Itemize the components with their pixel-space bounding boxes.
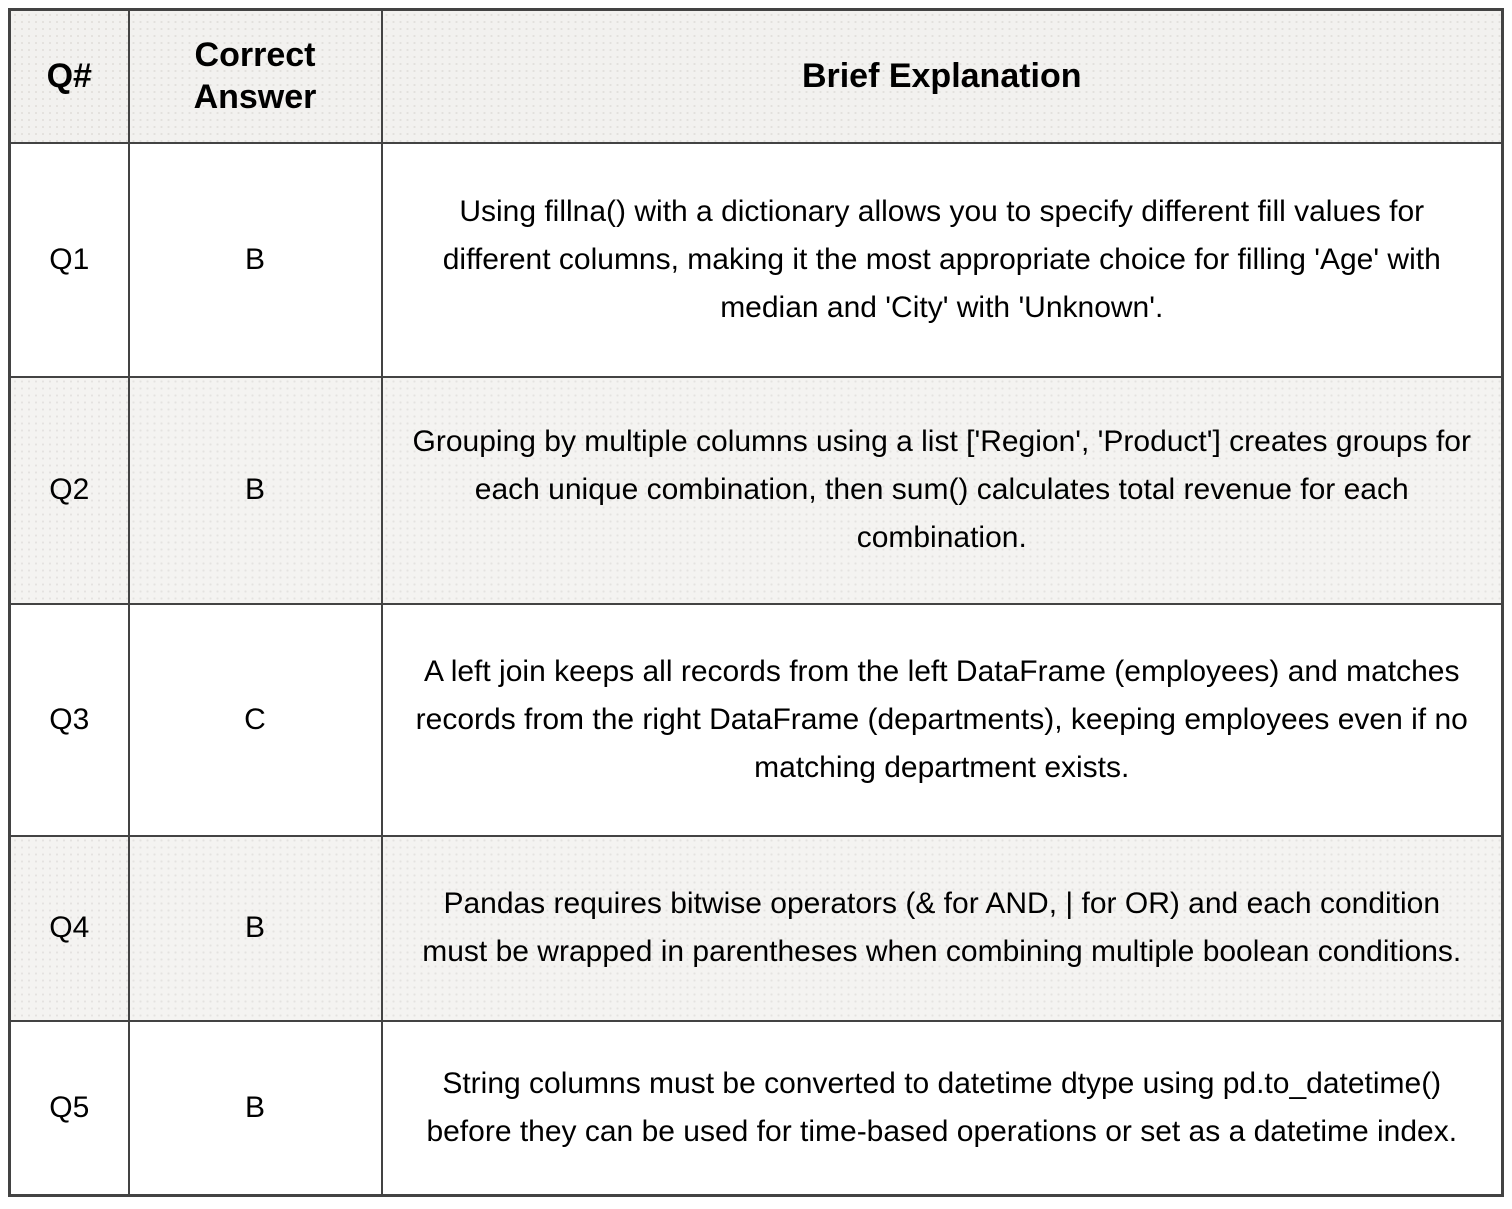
header-row bbox=[10, 10, 1503, 143]
table-row bbox=[10, 1021, 1503, 1196]
table-row bbox=[10, 836, 1503, 1021]
explanation-cell: String columns must be converted to datetime dtype using pd.to_datetime() before they can be used for time-based operations or set as a datetime index. bbox=[382, 1021, 1503, 1196]
table-row bbox=[10, 377, 1503, 604]
answer-cell: B bbox=[129, 836, 382, 1021]
explanation-cell: Pandas requires bitwise operators (& for AND, | for OR) and each condition must be wrapped in parentheses when combining multiple boolean conditions. bbox=[382, 836, 1503, 1021]
qnum-cell: Q2 bbox=[10, 377, 129, 604]
answer-cell: B bbox=[129, 1021, 382, 1196]
qnum-cell: Q1 bbox=[10, 143, 129, 377]
explanation-cell: Using fillna() with a dictionary allows you to specify different fill values for different columns, making it the most appropriate choice for filling 'Age' with median and 'City' with 'Unknown'. bbox=[382, 143, 1503, 377]
header-brief-explanation: Brief Explanation bbox=[382, 10, 1503, 143]
answer-cell: B bbox=[129, 143, 382, 377]
answer-cell: B bbox=[129, 377, 382, 604]
qnum-cell: Q4 bbox=[10, 836, 129, 1021]
qnum-cell: Q5 bbox=[10, 1021, 129, 1196]
qnum-cell: Q3 bbox=[10, 604, 129, 836]
header-correct-answer: Correct Answer bbox=[129, 10, 382, 143]
table-row bbox=[10, 143, 1503, 377]
header-qnum: Q# bbox=[10, 10, 129, 143]
explanation-cell: A left join keeps all records from the left DataFrame (employees) and matches records from the right DataFrame (departments), keeping employees even if no matching department exists. bbox=[382, 604, 1503, 836]
table-row bbox=[10, 604, 1503, 836]
answer-key-table bbox=[8, 8, 1504, 1197]
explanation-cell: Grouping by multiple columns using a list ['Region', 'Product'] creates groups for each unique combination, then sum() calculates total revenue for each combination. bbox=[382, 377, 1503, 604]
answer-cell: C bbox=[129, 604, 382, 836]
